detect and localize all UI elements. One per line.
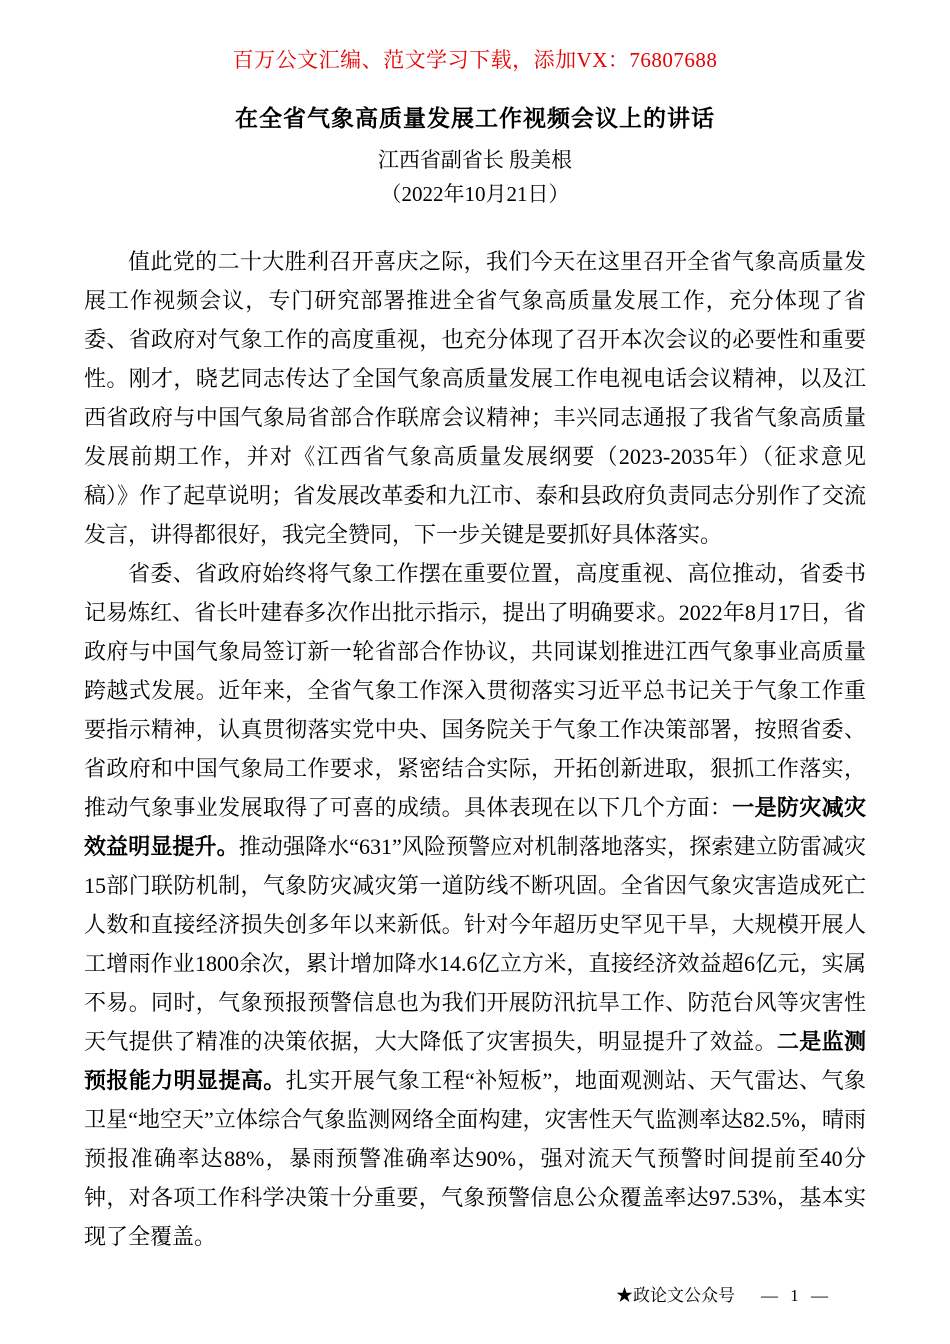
paragraph-text-run: 扎实开展气象工程“补短板”，地面观测站、天气雷达、气象卫星“地空天”立体综合气象监测网络全面构建，灾害性天气监测率达82.5%，晴雨预报准确率达88%，暴雨预警准确率达90%，强对流天气预警时间提前至40分钟，对各项工作科学决策十分重要，气象预警信息公众覆盖率达97.53%，基本实现了全覆盖。 [84, 1068, 866, 1249]
paragraph-text-run: 省委、省政府始终将气象工作摆在重要位置，高度重视、高位推动，省委书记易炼红、省长叶建春多次作出批示指示，提出了明确要求。2022年8月17日，省政府与中国气象局签订新一轮省部合作协议，共同谋划推进江西气象事业高质量跨越式发展。近年来，全省气象工作深入贯彻落实习近平总书记关于气象工作重要指示精神，认真贯彻落实党中央、国务院关于气象工作决策部署，按照省委、省政府和中国气象局工作要求，紧密结合实际，开拓创新进取，狠抓工作落实，推动气象事业发展取得了可喜的成绩。具体表现在以下几个方面： [84, 561, 866, 820]
paragraph-bold-run: 二是监测预报能力明显提高。 [84, 1029, 866, 1093]
footer [616, 1281, 832, 1306]
paragraph [84, 554, 866, 1256]
footer-source: ★政论文公众号 [616, 1286, 735, 1305]
date-line: （2022年10月21日） [380, 182, 570, 206]
page-number: — 1 — [761, 1286, 832, 1305]
header-notice: 百万公文汇编、范文学习下载，添加VX：76807688 [232, 48, 718, 72]
paragraph-bold-run: 一是防灾减灾效益明显提升。 [84, 795, 866, 859]
author-line: 江西省副省长 殷美根 [377, 148, 573, 172]
document-body [84, 242, 866, 1256]
paragraph-text-run: 推动强降水“631”风险预警应对机制落地落实，探索建立防雷减灾15部门联防机制，气象防灾减灾第一道防线不断巩固。全省因气象灾害造成死亡人数和直接经济损失创多年以来新低。针对今年超历史罕见干旱，大规模开展人工增雨作业1800余次，累计增加降水14.6亿立方米，直接经济效益超6亿元，实属不易。同时，气象预报预警信息也为我们开展防汛抗旱工作、防范台风等灾害性天气提供了精准的决策依据，大大降低了灾害损失，明显提升了效益。 [84, 834, 866, 1054]
paragraph-text-run: 值此党的二十大胜利召开喜庆之际，我们今天在这里召开全省气象高质量发展工作视频会议，专门研究部署推进全省气象高质量发展工作，充分体现了省委、省政府对气象工作的高度重视，也充分体现了召开本次会议的必要性和重要性。刚才，晓艺同志传达了全国气象高质量发展工作电视电话会议精神，以及江西省政府与中国气象局省部合作联席会议精神；丰兴同志通报了我省气象高质量发展前期工作，并对《江西省气象高质量发展纲要（2023-2035年）（征求意见稿）》作了起草说明；省发展改革委和九江市、泰和县政府负责同志分别作了交流发言，讲得都很好，我完全赞同，下一步关键是要抓好具体落实。 [84, 249, 866, 547]
paragraph [84, 242, 866, 554]
document-title: 在全省气象高质量发展工作视频会议上的讲话 [235, 106, 715, 131]
